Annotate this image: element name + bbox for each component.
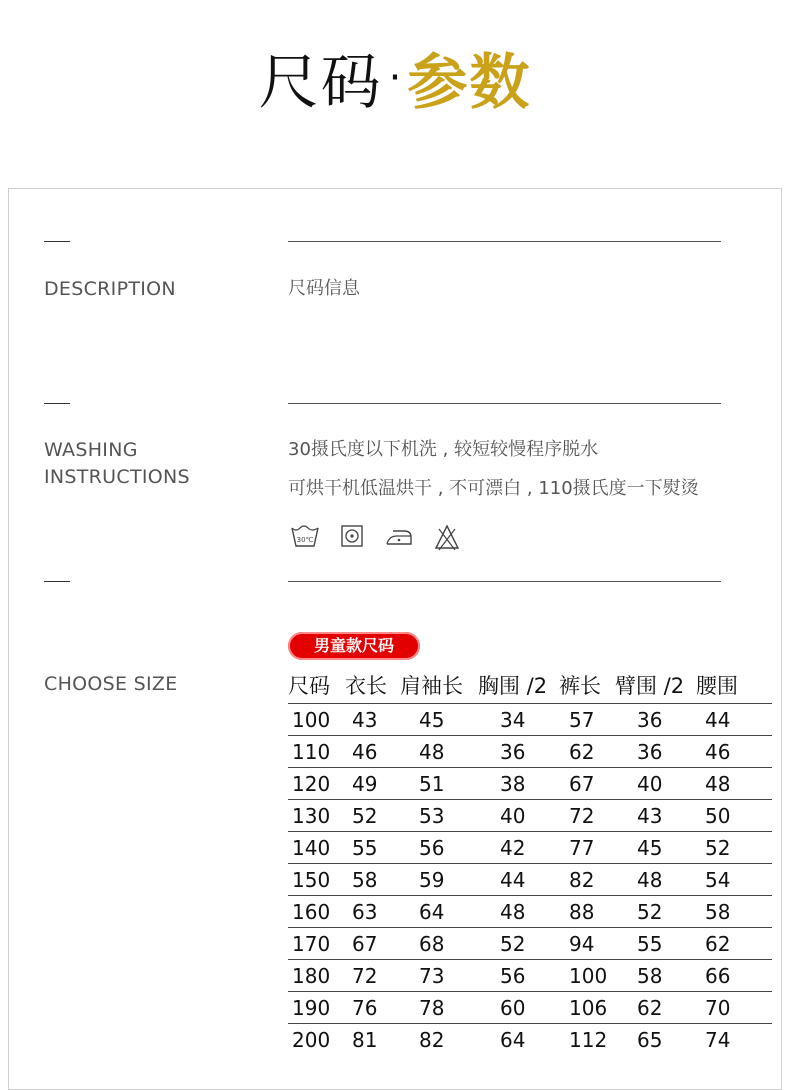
table-row bbox=[288, 863, 772, 895]
table-cell: 56 bbox=[419, 836, 445, 860]
table-cell: 36 bbox=[500, 740, 526, 764]
table-cell: 200 bbox=[292, 1028, 331, 1052]
table-cell: 120 bbox=[292, 772, 331, 796]
table-cell: 150 bbox=[292, 868, 331, 892]
title-accent: 参数 bbox=[407, 48, 532, 118]
table-cell: 77 bbox=[569, 836, 595, 860]
table-cell: 58 bbox=[637, 964, 663, 988]
section-divider bbox=[288, 241, 721, 242]
description-value: 尺码信息 bbox=[288, 278, 360, 299]
table-cell: 72 bbox=[352, 964, 378, 988]
table-cell: 55 bbox=[637, 932, 663, 956]
table-cell: 59 bbox=[419, 868, 445, 892]
description-label: DESCRIPTION bbox=[44, 278, 176, 300]
table-cell: 106 bbox=[569, 996, 608, 1020]
table-cell: 72 bbox=[569, 804, 595, 828]
table-cell: 57 bbox=[569, 708, 595, 732]
section-dash bbox=[44, 241, 70, 242]
table-cell: 46 bbox=[352, 740, 378, 764]
table-cell: 190 bbox=[292, 996, 331, 1020]
table-cell: 78 bbox=[419, 996, 445, 1020]
table-cell: 160 bbox=[292, 900, 331, 924]
no-bleach-icon bbox=[434, 523, 460, 551]
section-dash bbox=[44, 403, 70, 404]
table-cell: 56 bbox=[500, 964, 526, 988]
washing-label bbox=[44, 437, 190, 491]
table-cell: 48 bbox=[637, 868, 663, 892]
table-cell: 180 bbox=[292, 964, 331, 988]
col-header: 胸围 /2 bbox=[478, 674, 548, 698]
table-cell: 54 bbox=[705, 868, 731, 892]
table-cell: 42 bbox=[500, 836, 526, 860]
table-cell: 58 bbox=[352, 868, 378, 892]
table-cell: 62 bbox=[705, 932, 731, 956]
table-row bbox=[288, 831, 772, 863]
section-dash bbox=[44, 581, 70, 582]
table-cell: 44 bbox=[705, 708, 731, 732]
table-cell: 100 bbox=[292, 708, 331, 732]
table-row bbox=[288, 735, 772, 767]
table-cell: 52 bbox=[705, 836, 731, 860]
table-cell: 100 bbox=[569, 964, 608, 988]
table-cell: 48 bbox=[419, 740, 445, 764]
size-badge: 男童款尺码 bbox=[288, 632, 420, 660]
table-cell: 94 bbox=[569, 932, 595, 956]
wash-temp-label: 30℃ bbox=[296, 536, 314, 544]
table-cell: 82 bbox=[569, 868, 595, 892]
tumble-dry-icon bbox=[340, 523, 364, 549]
table-cell: 67 bbox=[569, 772, 595, 796]
table-cell: 70 bbox=[705, 996, 731, 1020]
table-row bbox=[288, 959, 772, 991]
table-cell: 50 bbox=[705, 804, 731, 828]
table-cell: 55 bbox=[352, 836, 378, 860]
table-cell: 36 bbox=[637, 740, 663, 764]
table-cell: 45 bbox=[419, 708, 445, 732]
washing-line-1: 30摄氏度以下机洗 , 较短较慢程序脱水 bbox=[288, 439, 599, 460]
table-cell: 34 bbox=[500, 708, 526, 732]
table-cell: 51 bbox=[419, 772, 445, 796]
section-divider bbox=[288, 581, 721, 582]
table-cell: 68 bbox=[419, 932, 445, 956]
size-table bbox=[288, 703, 772, 1055]
section-divider bbox=[288, 403, 721, 404]
table-cell: 52 bbox=[637, 900, 663, 924]
iron-icon bbox=[384, 523, 414, 549]
table-cell: 88 bbox=[569, 900, 595, 924]
table-cell: 52 bbox=[500, 932, 526, 956]
table-cell: 44 bbox=[500, 868, 526, 892]
table-cell: 110 bbox=[292, 740, 331, 764]
table-cell: 43 bbox=[637, 804, 663, 828]
table-cell: 81 bbox=[352, 1028, 378, 1052]
washing-line-2: 可烘干机低温烘干 , 不可漂白 , 110摄氏度一下熨烫 bbox=[288, 478, 699, 499]
table-cell: 140 bbox=[292, 836, 331, 860]
table-cell: 82 bbox=[419, 1028, 445, 1052]
table-cell: 67 bbox=[352, 932, 378, 956]
washing-label-line1: WASHING bbox=[44, 439, 138, 461]
col-header: 腰围 bbox=[696, 674, 738, 698]
title-separator: · bbox=[388, 55, 402, 101]
table-cell: 40 bbox=[637, 772, 663, 796]
table-cell: 43 bbox=[352, 708, 378, 732]
size-label: CHOOSE SIZE bbox=[44, 673, 178, 695]
table-cell: 45 bbox=[637, 836, 663, 860]
table-cell: 63 bbox=[352, 900, 378, 924]
washing-label-line2: INSTRUCTIONS bbox=[44, 466, 190, 488]
table-cell: 52 bbox=[352, 804, 378, 828]
table-cell: 48 bbox=[705, 772, 731, 796]
table-cell: 73 bbox=[419, 964, 445, 988]
table-cell: 170 bbox=[292, 932, 331, 956]
table-cell: 64 bbox=[419, 900, 445, 924]
table-cell: 60 bbox=[500, 996, 526, 1020]
table-cell: 53 bbox=[419, 804, 445, 828]
table-cell: 62 bbox=[637, 996, 663, 1020]
table-row bbox=[288, 991, 772, 1023]
col-header: 尺码 bbox=[288, 674, 330, 698]
table-row bbox=[288, 927, 772, 959]
size-table-header bbox=[0, 670, 790, 700]
col-header: 肩袖长 bbox=[400, 674, 463, 698]
table-row bbox=[288, 895, 772, 927]
col-header: 裤长 bbox=[559, 674, 601, 698]
table-cell: 36 bbox=[637, 708, 663, 732]
table-cell: 58 bbox=[705, 900, 731, 924]
table-cell: 66 bbox=[705, 964, 731, 988]
table-cell: 64 bbox=[500, 1028, 526, 1052]
col-header: 臂围 /2 bbox=[615, 674, 685, 698]
table-cell: 49 bbox=[352, 772, 378, 796]
col-header: 衣长 bbox=[345, 674, 387, 698]
table-row bbox=[288, 767, 772, 799]
table-cell: 65 bbox=[637, 1028, 663, 1052]
table-cell: 112 bbox=[569, 1028, 608, 1052]
table-row bbox=[288, 799, 772, 831]
table-row bbox=[288, 1023, 772, 1055]
wash-30-icon bbox=[290, 523, 320, 549]
table-cell: 62 bbox=[569, 740, 595, 764]
care-icons bbox=[290, 523, 460, 551]
table-cell: 38 bbox=[500, 772, 526, 796]
table-cell: 130 bbox=[292, 804, 331, 828]
title-main: 尺码 bbox=[258, 48, 383, 118]
table-cell: 74 bbox=[705, 1028, 731, 1052]
table-cell: 76 bbox=[352, 996, 378, 1020]
table-cell: 48 bbox=[500, 900, 526, 924]
table-row bbox=[288, 703, 772, 735]
table-cell: 40 bbox=[500, 804, 526, 828]
table-cell: 46 bbox=[705, 740, 731, 764]
page-title bbox=[0, 38, 790, 123]
